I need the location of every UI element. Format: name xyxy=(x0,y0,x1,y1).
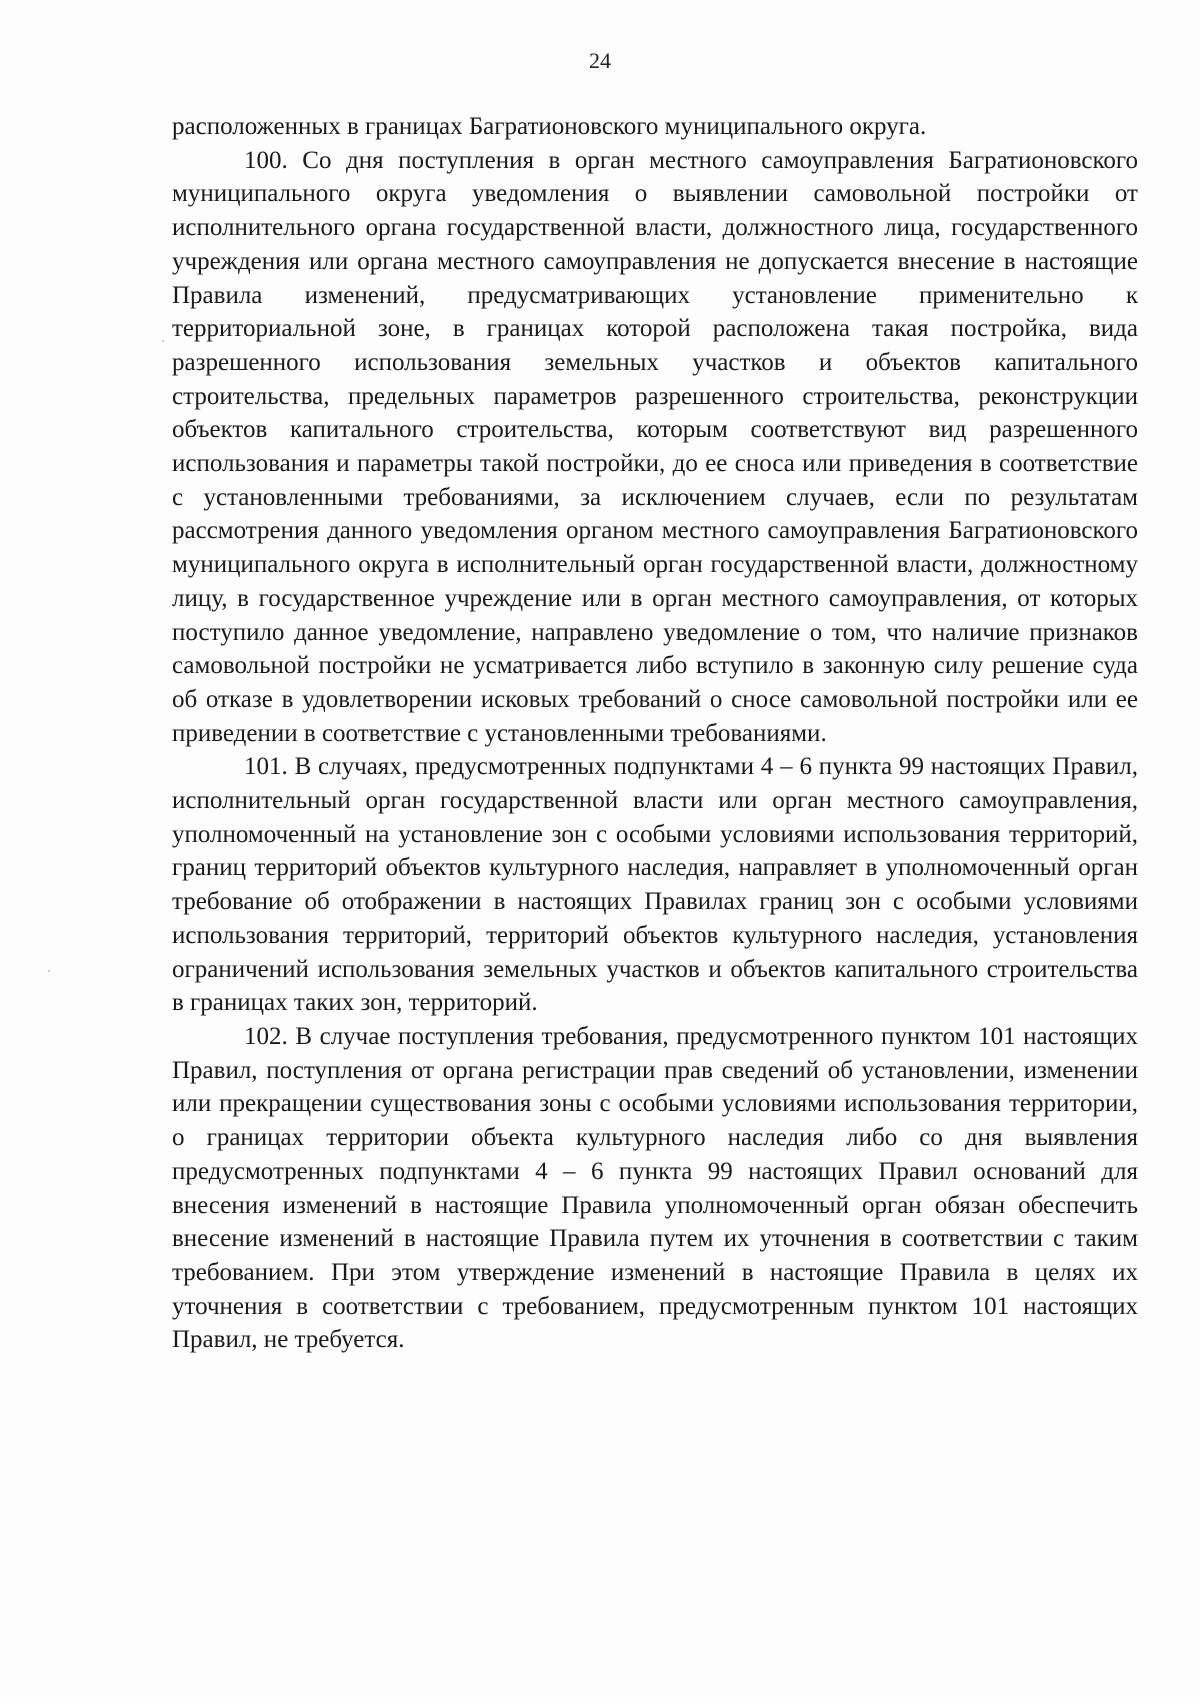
paragraph-100: 100. Со дня поступления в орган местного самоуправления Багратионовского муниципального округа уведомления о выявлении самовольной постройки от исполнительного органа государственной власти, должностного лица, государственного учреждения или органа местного самоуправления не допускается внесение в настоящие Правила изменений, предусматривающих установление применительно к территориальной зоне, в границах которой расположена такая постройка, вида разрешенного использования земельных участков и объектов капитального строительства, предельных параметров разрешенного строительства, реконструкции объектов капитального строительства, которым соответствуют вид разрешенного использования и параметры такой постройки, до ее сноса или приведения в соответствие с установленными требованиями, за исключением случаев, если по результатам рассмотрения данного уведомления органом местного самоуправления Багратионовского муниципального округа в исполнительный орган государственной власти, должностному лицу, в государственное учреждение или в орган местного самоуправления, от которых поступило данное уведомление, направлено уведомление о том, что наличие признаков самовольной постройки не усматривается либо вступило в законную силу решение суда об отказе в удовлетворении исковых требований о сносе самовольной постройки или ее приведении в соответствие с установленными требованиями. xyxy=(172,146,1138,747)
document-body xyxy=(172,110,1138,1357)
paragraph-101: 101. В случаях, предусмотренных подпунктами 4 – 6 пункта 99 настоящих Правил, исполнительный орган государственной власти или орган местного самоуправления, уполномоченный на установление зон с особыми условиями использования территорий, границ территорий объектов культурного наследия, направляет в уполномоченный орган требование об отображении в настоящих Правилах границ зон с особыми условиями использования территорий, территорий объектов культурного наследия, установления ограничений использования земельных участков и объектов капитального строительства в границах таких зон, территорий. xyxy=(172,753,1138,1017)
page-number: 24 xyxy=(589,48,611,73)
paragraph-102: 102. В случае поступления требования, предусмотренного пунктом 101 настоящих Правил, поступления от органа регистрации прав сведений об установлении, изменении или прекращении существования зоны с особыми условиями использования территории, о границах территории объекта культурного наследия либо со дня выявления предусмотренных подпунктами 4 – 6 пункта 99 настоящих Правил оснований для внесения изменений в настоящие Правила уполномоченный орган обязан обеспечить внесение изменений в настоящие Правила путем их уточнения в соответствии с таким требованием. При этом утверждение изменений в настоящие Правила в целях их уточнения в соответствии с требованием, предусмотренным пунктом 101 настоящих Правил, не требуется. xyxy=(172,1022,1138,1354)
scan-speck xyxy=(48,970,50,972)
paragraph-continuation: расположенных в границах Багратионовского муниципального округа. xyxy=(172,113,927,140)
scan-speck xyxy=(162,340,164,342)
